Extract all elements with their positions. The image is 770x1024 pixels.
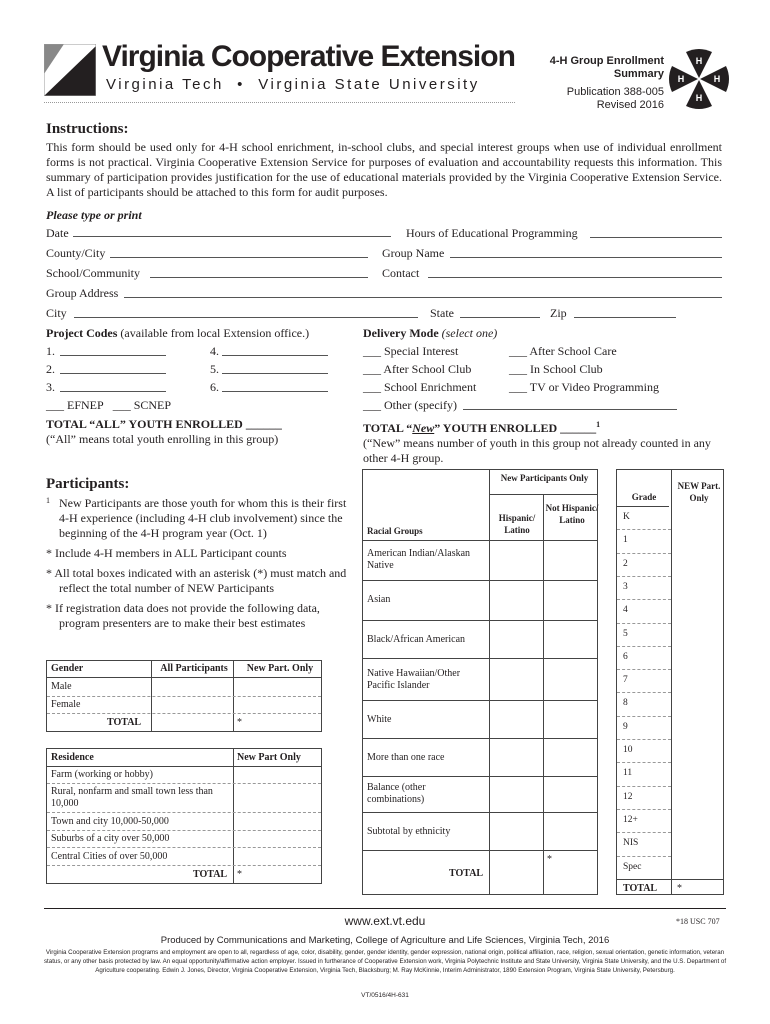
participants-heading: Participants: — [46, 476, 130, 492]
hispanic-header: Hispanic/ Latino — [498, 513, 536, 535]
race-balance: Balance (other combinations) — [367, 782, 426, 805]
svg-text:H: H — [713, 74, 721, 84]
grade-new-input[interactable] — [672, 856, 724, 879]
residence-header: Residence — [51, 752, 94, 763]
date-input[interactable] — [73, 226, 391, 237]
gender-table — [46, 660, 322, 732]
svg-text:H: H — [695, 56, 703, 66]
code-1-input[interactable] — [60, 345, 166, 356]
hours-label: Hours of Educational Programming — [406, 226, 578, 240]
race-subtotal: Subtotal by ethnicity — [367, 826, 451, 837]
form-title-2: Summary — [613, 68, 664, 80]
grade-total: TOTAL — [623, 882, 658, 894]
total-new-footnote: 1 — [596, 420, 601, 429]
race-black: Black/African American — [367, 634, 466, 645]
total-new-word: New — [412, 421, 435, 435]
grade-row-label: 7 — [623, 675, 628, 686]
code-5-label: 5. — [210, 362, 219, 376]
grade-row-label: 12+ — [623, 814, 638, 825]
grade-total-star: * — [677, 882, 682, 894]
group-name-input[interactable] — [450, 247, 722, 258]
grade-new-input[interactable] — [672, 646, 724, 669]
grade-row-label: 4 — [623, 605, 628, 616]
code-2-label: 2. — [46, 362, 55, 376]
total-all-label: TOTAL “ALL” YOUTH ENROLLED ______ — [46, 417, 282, 431]
grade-new-input[interactable] — [672, 762, 724, 785]
publication-number: Publication 388-005 — [566, 86, 664, 98]
gender-male: Male — [51, 681, 72, 692]
race-total-star: * — [547, 854, 552, 865]
grade-row-label: 10 — [623, 745, 633, 755]
race-white: White — [367, 714, 392, 725]
race-asian: Asian — [367, 594, 391, 605]
code-3-input[interactable] — [60, 381, 166, 392]
grade-new-input[interactable] — [672, 529, 724, 552]
male-all-input[interactable] — [152, 678, 232, 695]
grade-row-label: 6 — [623, 651, 628, 662]
org-subtitle: Virginia Tech • Virginia State University — [106, 76, 480, 93]
hours-input[interactable] — [590, 227, 722, 238]
city-label: City — [46, 306, 67, 320]
print-note: Please type or print — [46, 208, 142, 222]
residence-new-header: New Part Only — [237, 752, 301, 763]
note-include-members: * Include 4-H members in ALL Participant counts — [46, 546, 287, 560]
grade-new-input[interactable] — [672, 809, 724, 832]
delivery-mode-note: (select one) — [441, 326, 498, 340]
org-name: Virginia Cooperative Extension — [102, 40, 515, 73]
footer-usc: *18 USC 707 — [676, 917, 720, 926]
gender-new-header: New Part. Only — [246, 663, 314, 674]
footer-legal: Virginia Cooperative Extension programs and employment are open to all, regardless of age, color, disability, gender, gender identity, gender expression, national origin, political affiliation, race, religion, sexual orientation, genetic information, veteran status, or any other basis protected by law. An equal opportunity/affirmative action employer. Issued in furtherance of Cooperative Extension work, Virginia Polytechnic Institute and State University, Virginia State University, and the U.S. Department of Agriculture cooperating. Edwin J. Jones, Director, Virginia Cooperative Extension, Virginia Tech, Blacksburg; M. Ray McKinnie, Interim Administrator, 1890 Extension Program, Virginia State University, Petersburg. — [43, 949, 727, 974]
grade-row-label: 3 — [623, 581, 628, 592]
contact-label: Contact — [382, 266, 420, 280]
special-interest-option[interactable]: ___ Special Interest — [363, 344, 459, 358]
scnep-option[interactable]: ___ SCNEP — [112, 398, 172, 412]
grade-header: Grade — [631, 492, 657, 502]
svg-text:H: H — [695, 93, 703, 103]
project-codes-note: (available from local Extension office.) — [120, 326, 310, 340]
residence-suburbs: Suburbs of a city over 50,000 — [51, 833, 170, 844]
school-enrichment-option[interactable]: ___ School Enrichment — [363, 380, 477, 394]
residence-table — [46, 748, 322, 884]
grade-row-label: 5 — [623, 628, 628, 639]
code-2-input[interactable] — [60, 363, 166, 374]
address-label: Group Address — [46, 286, 119, 300]
county-input[interactable] — [110, 247, 368, 258]
race-table — [362, 469, 598, 895]
other-specify-input[interactable] — [463, 399, 677, 410]
note-asterisk-totals: * All total boxes indicated with an asterisk (*) must match and reflect the total number of NEW Participants — [46, 566, 347, 595]
gender-female: Female — [51, 699, 81, 710]
grade-row-label: 1 — [623, 535, 628, 546]
in-school-club-option[interactable]: ___ In School Club — [509, 362, 603, 376]
tv-video-option[interactable]: ___ TV or Video Programming — [509, 380, 659, 394]
grade-new-input[interactable] — [672, 669, 724, 692]
city-input[interactable] — [74, 307, 418, 318]
total-new-note: (“New” means number of youth in this group not already counted in any other 4-H group. — [363, 436, 711, 465]
county-label: County/City — [46, 246, 106, 260]
footer-produced: Produced by Communications and Marketing, College of Agriculture and Life Sciences, Virginia Tech, 2016 — [160, 935, 610, 946]
zip-label: Zip — [550, 306, 567, 320]
residence-central: Central Cities of over 50,000 — [51, 851, 168, 862]
state-label: State — [430, 306, 454, 320]
note-new-participants: New Participants are those youth for whom this is their first 4-H experience (including 4-H club involvement) since the beginning of the 4-H program year (Oct. 1) — [59, 496, 347, 540]
residence-total: TOTAL — [193, 869, 228, 880]
grade-row-label: 11 — [623, 768, 633, 779]
grade-row-label: 2 — [623, 558, 628, 569]
grade-row-label: 9 — [623, 721, 628, 732]
grade-new-input[interactable] — [672, 623, 724, 646]
grade-row-label: 12 — [623, 791, 633, 802]
code-4-label: 4. — [210, 344, 219, 358]
grade-new-input[interactable] — [672, 576, 724, 599]
instructions-heading: Instructions: — [46, 121, 129, 137]
gender-total-star: * — [237, 717, 242, 728]
race-total: TOTAL — [449, 868, 484, 879]
gender-header: Gender — [51, 663, 84, 674]
footer-code: VT/0516/4H-631 — [361, 992, 409, 999]
after-school-care-option[interactable]: ___ After School Care — [509, 344, 617, 358]
grade-new-input[interactable] — [672, 553, 724, 576]
grade-new-input[interactable] — [672, 599, 724, 622]
form-title: 4-H Group Enrollment — [549, 55, 664, 67]
group-name-label: Group Name — [382, 246, 445, 260]
project-codes-label: Project Codes — [46, 326, 118, 340]
grade-row-label: 8 — [623, 698, 628, 709]
race-multiple: More than one race — [367, 752, 445, 763]
residence-farm: Farm (working or hobby) — [51, 769, 153, 780]
grade-new-input[interactable] — [672, 832, 724, 855]
gender-all-header: All Participants — [160, 663, 228, 674]
residence-total-star: * — [237, 869, 242, 880]
not-hispanic-header: Not Hispanic/ Latino — [545, 503, 599, 525]
school-input[interactable] — [150, 267, 368, 278]
code-6-label: 6. — [210, 380, 219, 394]
address-input[interactable] — [124, 287, 722, 298]
after-school-club-option[interactable]: ___ After School Club — [363, 362, 472, 376]
4h-clover-icon — [668, 48, 730, 110]
grade-new-header: NEW Part. Only — [677, 481, 721, 503]
zip-input[interactable] — [574, 307, 676, 318]
grade-new-input[interactable] — [672, 692, 724, 715]
note-estimates: * If registration data does not provide the following data, program presenters are to make their best estimates — [46, 601, 320, 630]
code-3-label: 3. — [46, 380, 55, 394]
date-label: Date — [46, 226, 69, 240]
other-option[interactable]: ___ Other (specify) — [363, 398, 457, 412]
code-5-input[interactable] — [222, 363, 328, 374]
total-all-note: (“All” means total youth enrolling in this group) — [46, 432, 279, 446]
gender-total: TOTAL — [107, 717, 142, 728]
footer-url[interactable]: www.ext.vt.edu — [344, 914, 426, 928]
contact-input[interactable] — [428, 267, 722, 278]
racial-groups-header: Racial Groups — [367, 526, 423, 536]
race-new-header: New Participants Only — [500, 473, 589, 483]
grade-table — [616, 469, 724, 895]
grade-new-input[interactable] — [672, 716, 724, 739]
grade-row-label: K — [623, 512, 630, 522]
code-1-label: 1. — [46, 344, 55, 358]
code-4-input[interactable] — [222, 345, 328, 356]
delivery-mode-label: Delivery Mode — [363, 326, 439, 340]
residence-rural: Rural, nonfarm and small town less than 10,000 — [51, 786, 213, 809]
footnote-1-marker: 1 — [46, 496, 50, 505]
total-new-label-a: TOTAL “ — [363, 421, 413, 435]
race-hawaiian: Native Hawaiian/Other Pacific Islander — [367, 668, 461, 691]
state-input[interactable] — [460, 307, 540, 318]
grade-new-input[interactable] — [672, 786, 724, 809]
race-american-indian: American Indian/Alaskan Native — [367, 548, 471, 571]
code-6-input[interactable] — [222, 381, 328, 392]
vce-logo-mark — [44, 44, 96, 96]
school-label: School/Community — [46, 266, 141, 280]
efnep-option[interactable]: ___ EFNEP — [46, 398, 104, 412]
grade-new-input[interactable] — [672, 739, 724, 762]
grade-new-input[interactable] — [672, 506, 724, 529]
residence-town: Town and city 10,000-50,000 — [51, 816, 169, 827]
total-new-label-b: ” YOUTH ENROLLED ______ — [434, 421, 597, 435]
revised-date: Revised 2016 — [596, 99, 664, 111]
svg-text:H: H — [677, 74, 685, 84]
grade-row-label: NIS — [623, 838, 639, 849]
instructions-body: This form should be used only for 4-H school enrichment, in-school clubs, and special interest groups when use of individual enrollment forms is not practical. Virginia Cooperative Extension Service for purposes of evaluation and accountability requests this information. This summary of participation provides justification for the use of educational materials provided by the Virginia Cooperative Extension Service. A list of participants should be attached to this form for audit purposes. — [46, 140, 722, 199]
grade-row-label: Spec — [623, 861, 642, 872]
